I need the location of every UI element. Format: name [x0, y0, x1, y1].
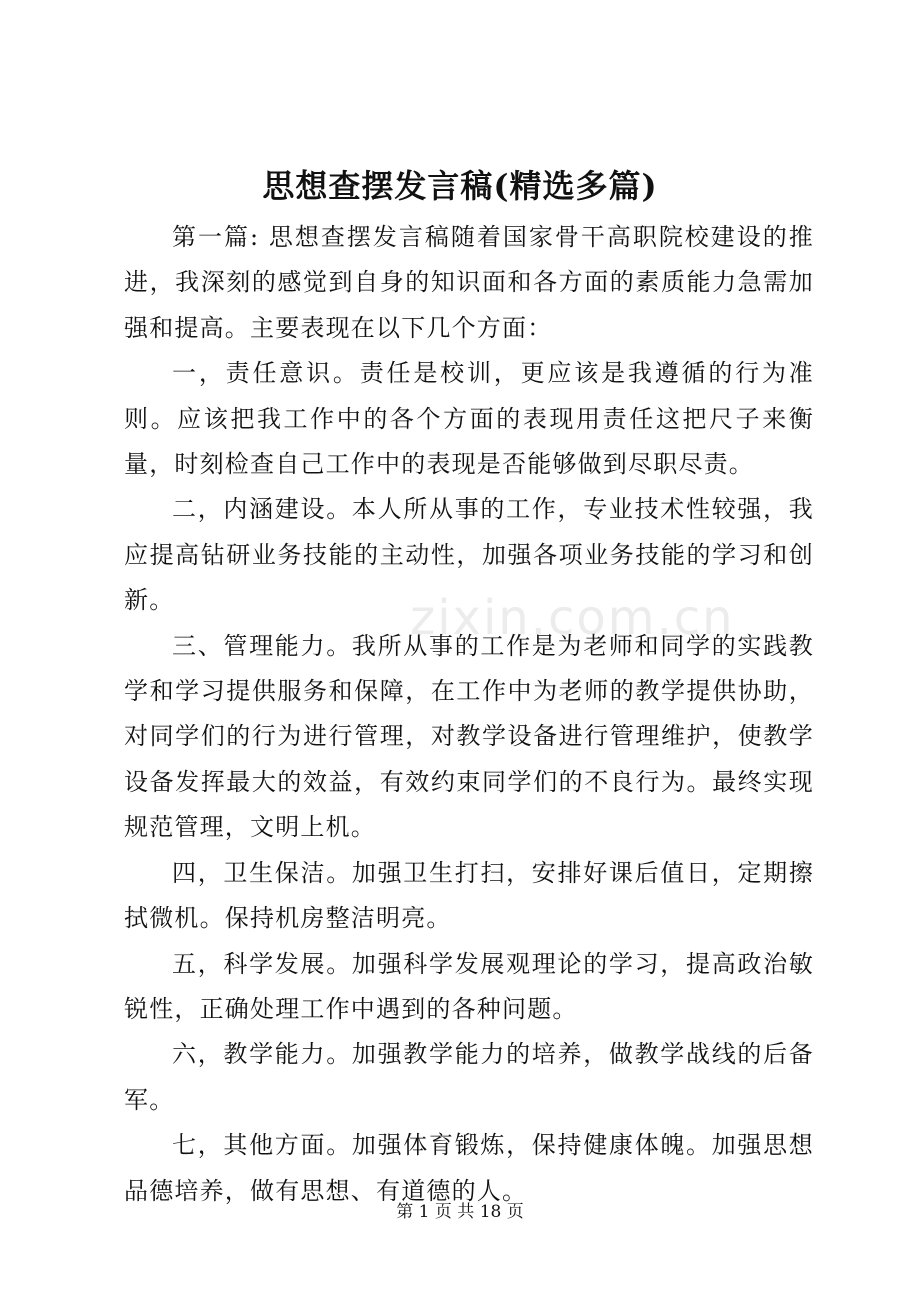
- paragraph-item-5: 五，科学发展。加强科学发展观理论的学习，提高政治敏锐性，正确处理工作中遇到的各种问题。: [124, 949, 814, 1023]
- paragraph-item-2: 二，内涵建设。本人所从事的工作，专业技术性较强，我应提高钻研业务技能的主动性，加强各项业务技能的学习和创新。: [124, 495, 814, 615]
- document-title: 思想查摆发言稿(精选多篇): [262, 167, 658, 205]
- document-body: [124, 215, 814, 1214]
- paragraph-item-4: 四，卫生保洁。加强卫生打扫，安排好课后值日，定期擦拭微机。保持机房整洁明亮。: [124, 858, 814, 933]
- page-footer: 第 1 页 共 18 页: [396, 1202, 524, 1222]
- paragraph-item-3: 三、管理能力。我所从事的工作是为老师和同学的实践教学和学习提供服务和保障，在工作中为老师的教学提供协助，对同学们的行为进行管理，对教学设备进行管理维护，使教学设备发挥最大的效益，有效约束同学们的不良行为。最终实现规范管理，文明上机。: [124, 631, 814, 842]
- watermark: zixin.com.cn: [410, 590, 735, 646]
- paragraph-item-7: 七，其他方面。加强体育锻炼，保持健康体魄。加强思想品德培养，做有思想、有道德的人。: [124, 1131, 814, 1205]
- paragraph-item-6: 六，教学能力。加强教学能力的培养，做教学战线的后备军。: [124, 1040, 814, 1114]
- paragraph-item-1: 一，责任意识。责任是校训，更应该是我遵循的行为准则。应该把我工作中的各个方面的表现用责任这把尺子来衡量，时刻检查自己工作中的表现是否能够做到尽职尽责。: [124, 359, 814, 479]
- paragraph-intro: 第一篇: 思想查摆发言稿随着国家骨干高职院校建设的推进，我深刻的感觉到自身的知识面和各方面的素质能力急需加强和提高。主要表现在以下几个方面：: [124, 223, 814, 342]
